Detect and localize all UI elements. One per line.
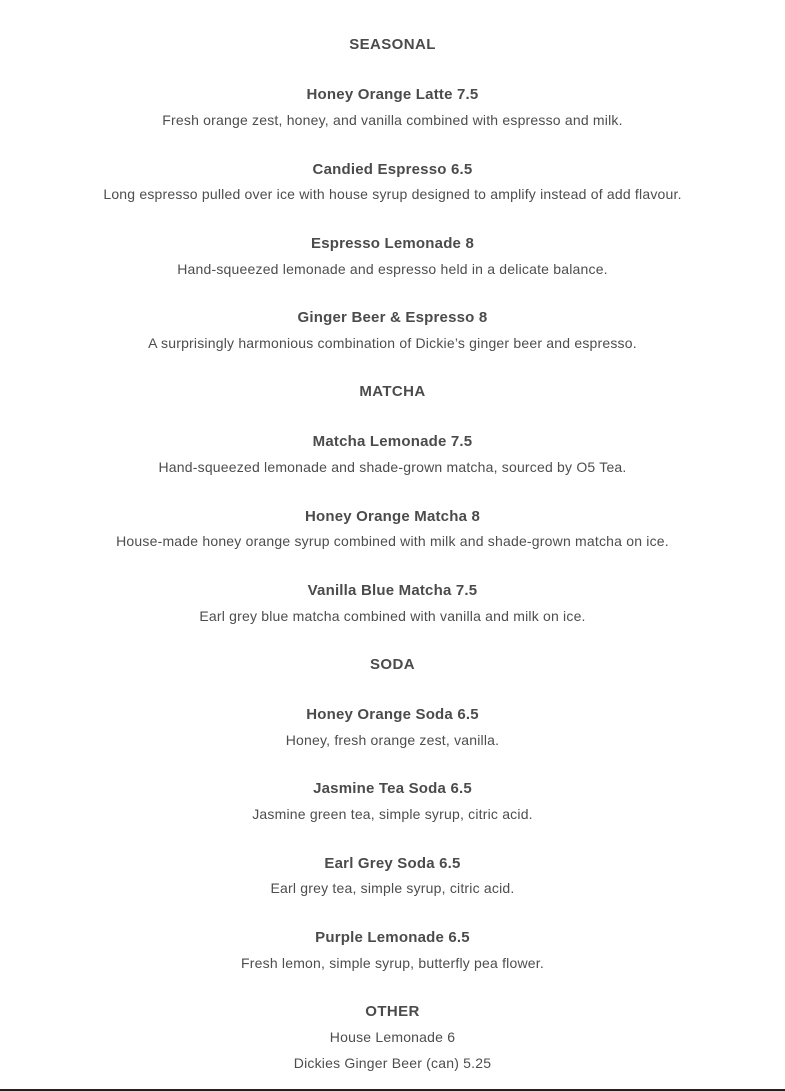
- menu-item-description: Earl grey tea, simple syrup, citric acid.: [270, 880, 515, 896]
- menu-item-title: Vanilla Blue Matcha 7.5: [307, 582, 478, 599]
- menu-item-title: Honey Orange Soda 6.5: [306, 706, 479, 723]
- menu-item-title: Honey Orange Matcha 8: [304, 508, 481, 525]
- menu-item-description: Earl grey blue matcha combined with vanilla and milk on ice.: [199, 608, 586, 624]
- menu-item-description: House-made honey orange syrup combined with milk and shade-grown matcha on ice.: [116, 533, 669, 549]
- section-heading-other: OTHER: [365, 1003, 420, 1020]
- menu-item-title: Espresso Lemonade 8: [310, 235, 475, 252]
- menu-item-description: Honey, fresh orange zest, vanilla.: [285, 732, 500, 748]
- menu-item-plain: Dickies Ginger Beer (can) 5.25: [293, 1055, 492, 1071]
- menu-item-description: Long espresso pulled over ice with house syrup designed to amplify instead of add flavour.: [103, 186, 682, 202]
- section-heading-soda: SODA: [370, 656, 415, 673]
- menu-item-title: Earl Grey Soda 6.5: [324, 855, 461, 872]
- menu-item-title: Honey Orange Latte 7.5: [306, 86, 479, 103]
- menu-item-title: Candied Espresso 6.5: [312, 161, 473, 178]
- menu-item-description: A surprisingly harmonious combination of Dickie’s ginger beer and espresso.: [148, 335, 637, 351]
- menu-item-title: Jasmine Tea Soda 6.5: [313, 780, 472, 797]
- section-heading-seasonal: SEASONAL: [349, 36, 436, 53]
- menu-item-description: Hand-squeezed lemonade and shade-grown matcha, sourced by O5 Tea.: [158, 459, 627, 475]
- menu-item-description: Fresh orange zest, honey, and vanilla combined with espresso and milk.: [162, 112, 623, 128]
- menu-item-description: Jasmine green tea, simple syrup, citric acid.: [252, 806, 533, 822]
- menu-item-title: Matcha Lemonade 7.5: [312, 433, 473, 450]
- menu-item-description: Fresh lemon, simple syrup, butterfly pea flower.: [241, 955, 544, 971]
- section-heading-matcha: MATCHA: [359, 383, 426, 400]
- menu-item-title: Purple Lemonade 6.5: [315, 929, 470, 946]
- menu-item-plain: House Lemonade 6: [329, 1029, 456, 1045]
- menu-item-description: Hand-squeezed lemonade and espresso held in a delicate balance.: [177, 261, 608, 277]
- menu-item-title: Ginger Beer & Espresso 8: [297, 309, 488, 326]
